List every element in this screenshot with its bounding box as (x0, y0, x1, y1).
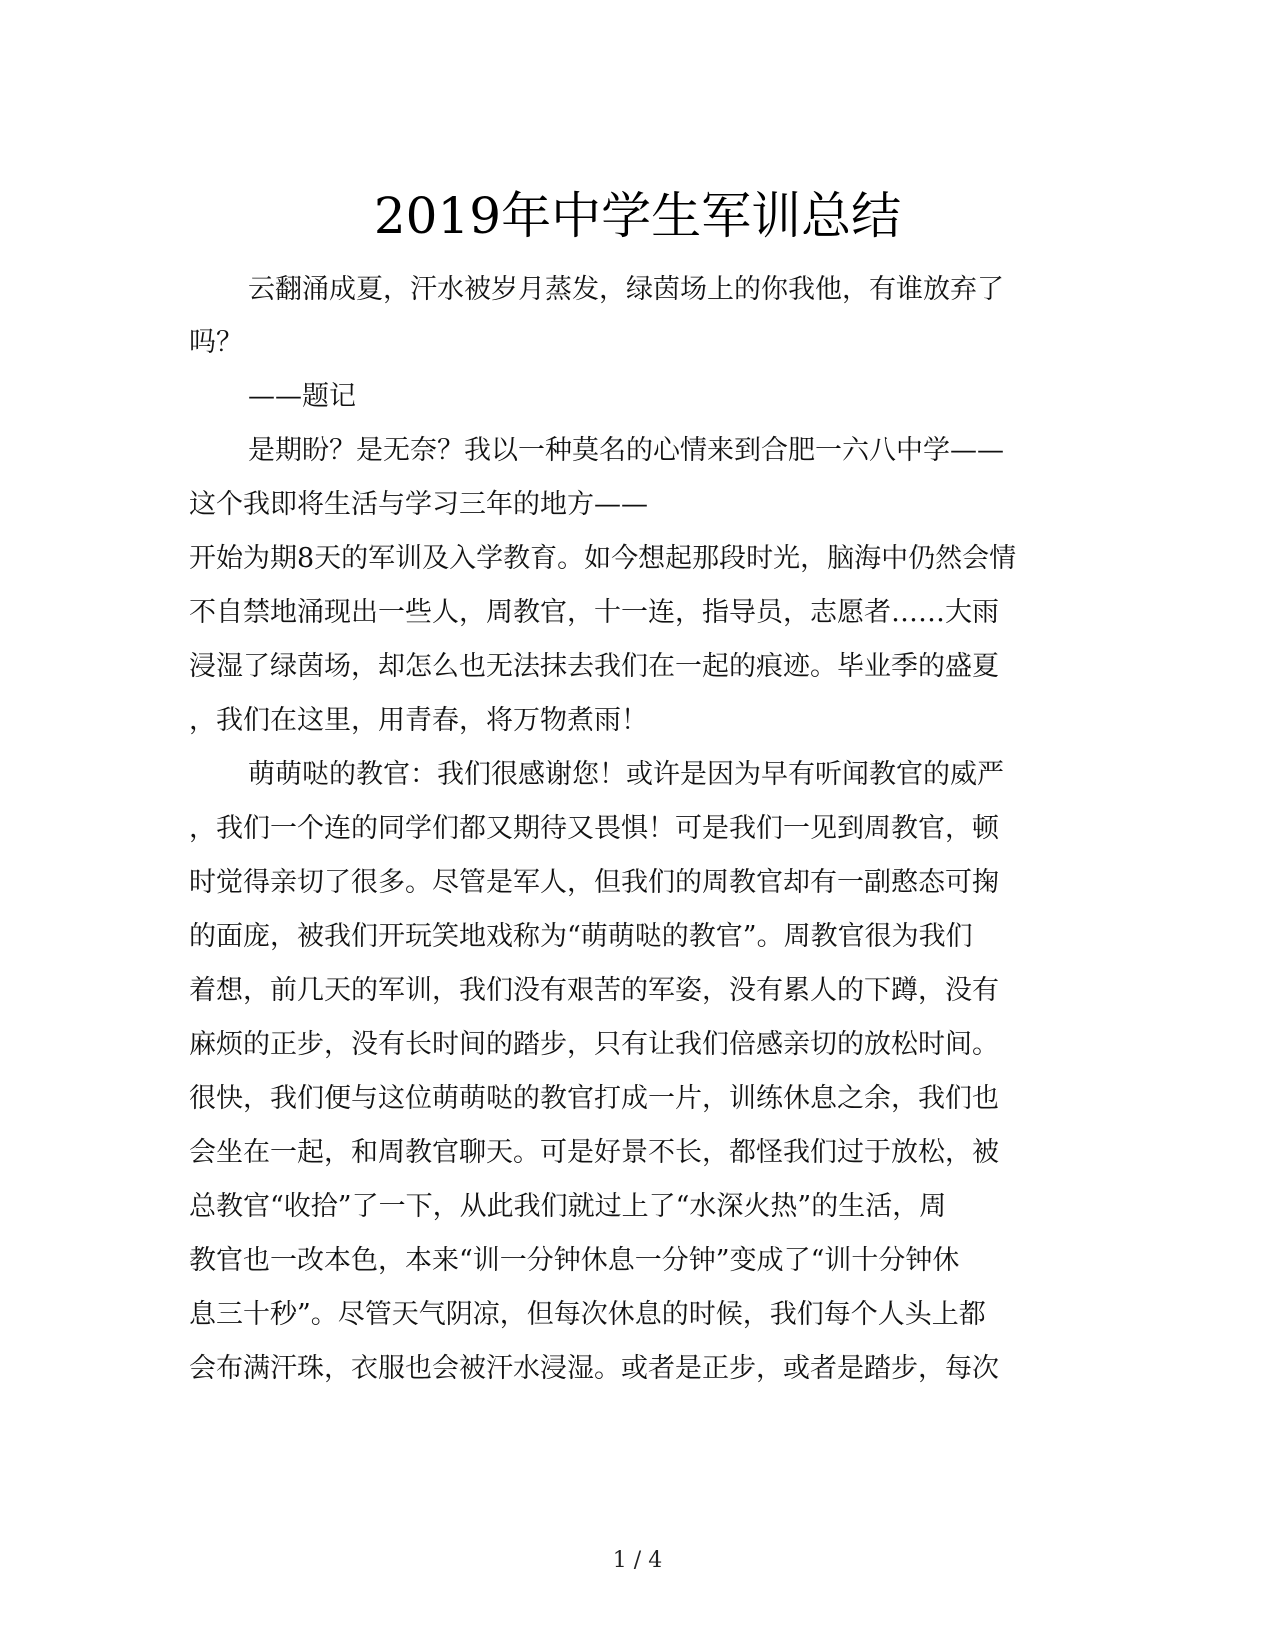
paragraph-line: 很快，我们便与这位萌萌哒的教官打成一片，训练休息之余，我们也 (189, 1083, 999, 1114)
paragraph-line: 会坐在一起，和周教官聊天。可是好景不长，都怪我们过于放松，被 (189, 1137, 999, 1168)
paragraph-line: 息三十秒”。尽管天气阴凉，但每次休息的时候，我们每个人头上都 (189, 1299, 986, 1330)
document-title: 2019年中学生军训总结 (373, 186, 902, 245)
paragraph-line: 的面庞，被我们开玩笑地戏称为“萌萌哒的教官”。周教官很为我们 (189, 921, 973, 952)
paragraph-line: 吗？ (189, 327, 243, 358)
paragraph-line: 教官也一改本色，本来“训一分钟休息一分钟”变成了“训十分钟休 (189, 1245, 960, 1276)
paragraph-line: 麻烦的正步，没有长时间的踏步，只有让我们倍感亲切的放松时间。 (189, 1029, 999, 1060)
page-number: 1 / 4 (612, 1548, 663, 1573)
paragraph-line: 时觉得亲切了很多。尽管是军人，但我们的周教官却有一副憨态可掬 (189, 867, 999, 898)
paragraph-line: 是期盼？是无奈？我以一种莫名的心情来到合肥一六八中学—— (248, 435, 1004, 466)
paragraph-line: ，我们一个连的同学们都又期待又畏惧！可是我们一见到周教官，顿 (189, 813, 999, 844)
paragraph-line: 不自禁地涌现出一些人，周教官，十一连，指导员，志愿者……大雨 (189, 597, 999, 628)
paragraph-line: 云翻涌成夏，汗水被岁月蒸发，绿茵场上的你我他，有谁放弃了 (248, 274, 1004, 305)
paragraph-line: 开始为期8天的军训及入学教育。如今想起那段时光，脑海中仍然会情 (189, 543, 1017, 574)
paragraph-line: ，我们在这里，用青春，将万物煮雨！ (189, 705, 648, 736)
paragraph-line: 萌萌哒的教官：我们很感谢您！或许是因为早有听闻教官的威严 (248, 759, 1004, 790)
paragraph-line: 这个我即将生活与学习三年的地方—— (189, 489, 648, 520)
paragraph-line: 着想，前几天的军训，我们没有艰苦的军姿，没有累人的下蹲，没有 (189, 975, 999, 1006)
paragraph-line: 浸湿了绿茵场，却怎么也无法抹去我们在一起的痕迹。毕业季的盛夏 (189, 651, 999, 682)
paragraph-line: 总教官“收拾”了一下，从此我们就过上了“水深火热”的生活，周 (189, 1191, 947, 1222)
paragraph-line: 会布满汗珠，衣服也会被汗水浸湿。或者是正步，或者是踏步，每次 (189, 1353, 999, 1384)
paragraph-line: ——题记 (248, 381, 356, 412)
